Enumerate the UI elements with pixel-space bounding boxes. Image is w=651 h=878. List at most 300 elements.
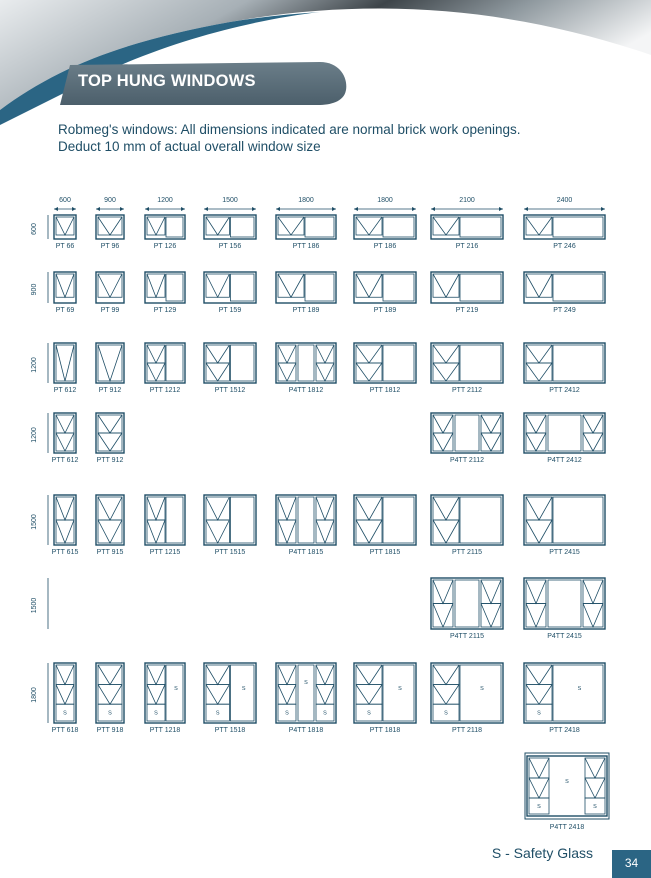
window-code-label: PTT 618: [51, 727, 79, 734]
window-code-label: PTT 186: [292, 243, 320, 250]
pane: [206, 665, 229, 685]
top-hung-opening-mark: [278, 345, 296, 363]
window-code-label: PTT 1215: [149, 549, 181, 556]
pane: [526, 274, 552, 297]
pane: [526, 415, 546, 433]
safety-glass-mark: S: [537, 804, 541, 810]
top-hung-opening-mark: [56, 685, 74, 705]
pane: [383, 217, 414, 237]
top-hung-opening-mark: [56, 345, 74, 381]
top-hung-opening-mark: [356, 274, 382, 297]
pane: [460, 274, 501, 301]
pane: [481, 604, 501, 628]
pane: [278, 520, 296, 543]
top-hung-opening-mark: [583, 580, 603, 604]
top-hung-opening-mark: [526, 345, 552, 363]
top-hung-opening-mark: [147, 363, 165, 381]
top-hung-opening-mark: [526, 604, 546, 628]
safety-glass-mark: S: [398, 686, 402, 692]
window-code-label: PT 156: [218, 243, 242, 250]
pane: [460, 497, 501, 543]
top-hung-opening-mark: [433, 580, 453, 604]
safety-glass-mark: S: [174, 686, 178, 692]
top-hung-opening-mark: [481, 604, 501, 628]
top-hung-opening-mark: [433, 685, 459, 705]
window-code-label: PT 912: [98, 387, 122, 394]
window-code-label: PT 219: [455, 307, 479, 314]
pane: [433, 345, 459, 363]
pane: [481, 415, 501, 433]
pane: [316, 363, 334, 381]
top-hung-opening-mark: [98, 433, 122, 451]
window-code-label: P4TT 1818: [288, 727, 324, 734]
pane: [583, 580, 603, 604]
pane: [147, 665, 165, 685]
pane: [230, 345, 254, 381]
window-code-label: PTT 2412: [549, 387, 580, 394]
window-code-label: PT 246: [553, 243, 576, 250]
height-label: 900: [31, 283, 38, 296]
top-hung-opening-mark: [433, 520, 459, 543]
window-frame: [431, 663, 503, 723]
window-code-label: PTT 2112: [451, 387, 483, 394]
top-hung-opening-mark: [433, 274, 459, 297]
pane: [383, 497, 414, 543]
top-hung-opening-mark: [526, 497, 552, 520]
window-code-label: PT 99: [100, 307, 120, 314]
top-hung-opening-mark: [98, 415, 122, 433]
top-hung-opening-mark: [356, 685, 382, 705]
pane: [305, 217, 334, 237]
height-label: 1500: [31, 514, 38, 530]
top-hung-opening-mark: [481, 433, 501, 451]
pane: [206, 345, 229, 363]
top-hung-opening-mark: [316, 520, 334, 543]
safety-glass-mark: S: [154, 710, 158, 717]
page-number: 34: [612, 850, 651, 878]
top-hung-opening-mark: [206, 274, 229, 297]
pane: [526, 217, 552, 235]
intro-line-1: Robmeg's windows: All dimensions indicated are normal brick work openings.: [58, 122, 521, 137]
pane: [147, 520, 165, 543]
window-frame: [96, 343, 124, 383]
pane: [206, 497, 229, 520]
pane: [526, 497, 552, 520]
top-hung-opening-mark: [98, 217, 122, 235]
pane: [553, 217, 603, 237]
top-hung-opening-mark: [278, 665, 296, 685]
pane: [166, 345, 183, 381]
pane: [526, 604, 546, 628]
window-code-label: PTT 612: [51, 457, 79, 464]
top-hung-opening-mark: [481, 415, 501, 433]
pane: [356, 345, 382, 363]
pane: [356, 685, 382, 705]
window-code-label: PT 186: [373, 243, 397, 250]
height-label: 1500: [31, 597, 38, 614]
window-code-label: PTT 189: [292, 307, 320, 314]
top-hung-opening-mark: [98, 685, 122, 705]
top-hung-opening-mark: [56, 415, 74, 433]
top-hung-opening-mark: [316, 345, 334, 363]
pane: [98, 685, 122, 705]
pane: [433, 685, 459, 705]
top-hung-opening-mark: [526, 665, 552, 685]
top-hung-opening-mark: [278, 274, 304, 297]
height-label: 1200: [31, 357, 38, 373]
pane: [548, 415, 581, 451]
pane: [356, 497, 382, 520]
top-hung-opening-mark: [278, 217, 304, 235]
top-hung-opening-mark: [278, 497, 296, 520]
pane: [585, 758, 605, 778]
pane: [460, 217, 501, 237]
top-hung-opening-mark: [278, 520, 296, 543]
intro-line-2: Deduct 10 mm of actual overall window size: [58, 139, 321, 154]
height-label: 1800: [31, 687, 38, 703]
window-code-label: PTT 1212: [149, 387, 181, 394]
pane: [166, 665, 183, 721]
pane: [583, 415, 603, 433]
pane: [98, 665, 122, 685]
top-hung-opening-mark: [529, 778, 549, 798]
pane: [433, 665, 459, 685]
top-hung-opening-mark: [278, 685, 296, 705]
top-hung-opening-mark: [206, 685, 229, 705]
pane: [481, 580, 501, 604]
pane: [553, 274, 603, 301]
top-hung-opening-mark: [356, 665, 382, 685]
height-label: 600: [31, 223, 38, 235]
window-code-label: PT 189: [373, 307, 397, 314]
safety-glass-mark: S: [285, 710, 289, 717]
window-code-label: PTT 918: [96, 727, 124, 734]
pane: [433, 580, 453, 604]
pane: [481, 433, 501, 451]
pane: [526, 363, 552, 381]
pane: [147, 685, 165, 705]
pane: [230, 497, 254, 543]
top-hung-opening-mark: [316, 497, 334, 520]
pane: [356, 363, 382, 381]
pane: [98, 274, 122, 297]
window-code-label: PTT 1818: [369, 727, 401, 734]
pane: [278, 274, 304, 297]
width-label: 2400: [556, 197, 573, 204]
window-code-label: PTT 2118: [451, 727, 483, 734]
safety-glass-mark: S: [480, 686, 484, 692]
top-hung-opening-mark: [526, 520, 552, 543]
pane: [298, 665, 314, 721]
pane: [529, 758, 549, 778]
pane: [147, 217, 165, 235]
pane: [526, 345, 552, 363]
top-hung-opening-mark: [433, 415, 453, 433]
top-hung-opening-mark: [206, 520, 229, 543]
top-hung-opening-mark: [433, 433, 453, 451]
pane: [147, 274, 165, 297]
pane: [316, 497, 334, 520]
window-code-label: PT 129: [153, 307, 177, 314]
window-frame: [524, 272, 605, 303]
pane: [98, 497, 122, 520]
top-hung-opening-mark: [147, 274, 165, 297]
window-code-label: PTT 615: [51, 549, 79, 556]
pane: [56, 433, 74, 451]
top-hung-opening-mark: [56, 433, 74, 451]
top-hung-opening-mark: [526, 363, 552, 381]
pane: [56, 497, 74, 520]
pane: [278, 497, 296, 520]
pane: [585, 778, 605, 798]
width-label: 1500: [222, 197, 238, 204]
safety-glass-mark: S: [367, 710, 371, 717]
top-hung-opening-mark: [56, 520, 74, 543]
safety-glass-mark: S: [241, 686, 246, 692]
pane: [553, 345, 603, 381]
pane: [230, 217, 254, 237]
pane: [56, 217, 74, 235]
pane: [460, 345, 501, 381]
top-hung-opening-mark: [206, 345, 229, 363]
pane: [433, 520, 459, 543]
pane: [383, 274, 414, 301]
pane: [526, 580, 546, 604]
top-hung-opening-mark: [56, 665, 74, 685]
safety-glass-mark: S: [108, 710, 112, 717]
pane: [206, 685, 229, 705]
pane: [356, 217, 382, 235]
window-code-label: PT 66: [55, 243, 75, 250]
top-hung-opening-mark: [526, 274, 552, 297]
pane: [166, 497, 183, 543]
pane: [455, 415, 479, 451]
pane: [433, 433, 453, 451]
pane: [278, 685, 296, 705]
pane: [56, 415, 74, 433]
top-hung-opening-mark: [585, 778, 605, 798]
window-frame: [431, 272, 503, 303]
top-hung-opening-mark: [583, 604, 603, 628]
pane: [433, 217, 459, 235]
safety-glass-mark: S: [323, 710, 327, 717]
window-code-label: PT 126: [153, 243, 177, 250]
top-hung-opening-mark: [583, 433, 603, 451]
pane: [98, 345, 122, 381]
pane: [526, 665, 552, 685]
pane: [206, 217, 229, 235]
height-label: 1200: [31, 427, 38, 443]
pane: [316, 685, 334, 705]
window-code-label: PTT 2115: [451, 549, 483, 556]
pane: [583, 433, 603, 451]
pane: [529, 778, 549, 798]
pane: [526, 520, 552, 543]
window-code-label: PT 69: [55, 307, 75, 314]
top-hung-opening-mark: [526, 580, 546, 604]
safety-glass-mark: S: [593, 804, 597, 810]
top-hung-opening-mark: [526, 433, 546, 451]
top-hung-opening-mark: [356, 217, 382, 235]
top-hung-opening-mark: [316, 685, 334, 705]
window-frame: [96, 272, 124, 303]
page-title: TOP HUNG WINDOWS: [78, 72, 256, 90]
pane: [98, 415, 122, 433]
pane: [206, 274, 229, 297]
top-hung-opening-mark: [206, 497, 229, 520]
pane: [147, 497, 165, 520]
pane: [433, 274, 459, 297]
top-hung-opening-mark: [98, 665, 122, 685]
top-hung-opening-mark: [356, 520, 382, 543]
top-hung-opening-mark: [481, 580, 501, 604]
pane: [278, 217, 304, 235]
pane: [147, 363, 165, 381]
pane: [98, 433, 122, 451]
pane: [298, 345, 314, 381]
pane: [278, 363, 296, 381]
window-code-label: PT 96: [100, 243, 120, 250]
width-label: 1800: [298, 197, 314, 204]
pane: [460, 665, 501, 721]
safety-glass-mark: S: [577, 686, 582, 692]
window-code-label: PTT 1518: [214, 727, 246, 734]
window-code-label: PTT 912: [96, 457, 124, 464]
top-hung-opening-mark: [433, 363, 459, 381]
top-hung-opening-mark: [526, 217, 552, 235]
window-code-label: P4TT 2418: [549, 824, 585, 831]
width-label: 600: [59, 197, 71, 204]
pane: [230, 274, 254, 301]
pane: [98, 217, 122, 235]
window-code-label: P4TT 1812: [288, 387, 324, 394]
pane: [433, 415, 453, 433]
top-hung-opening-mark: [433, 345, 459, 363]
safety-glass-legend: S - Safety Glass: [491, 845, 593, 861]
width-label: 900: [104, 197, 116, 204]
window-code-label: PTT 915: [96, 549, 124, 556]
pane: [316, 345, 334, 363]
pane: [166, 274, 183, 301]
top-hung-opening-mark: [56, 274, 74, 297]
top-hung-opening-mark: [433, 604, 453, 628]
safety-glass-mark: S: [215, 710, 220, 717]
pane: [298, 497, 314, 543]
pane: [278, 345, 296, 363]
pane: [206, 520, 229, 543]
pane: [356, 274, 382, 297]
top-hung-opening-mark: [98, 274, 122, 297]
pane: [548, 580, 581, 627]
top-hung-opening-mark: [98, 497, 122, 520]
pane: [56, 665, 74, 685]
pane: [98, 520, 122, 543]
top-hung-opening-mark: [356, 497, 382, 520]
top-hung-opening-mark: [585, 758, 605, 778]
top-hung-opening-mark: [56, 217, 74, 235]
pane: [455, 580, 479, 627]
pane: [553, 665, 603, 721]
top-hung-opening-mark: [206, 217, 229, 235]
pane: [305, 274, 334, 301]
pane: [147, 345, 165, 363]
top-hung-opening-mark: [316, 665, 334, 685]
window-code-label: P4TT 2112: [450, 457, 484, 464]
pane: [166, 217, 183, 237]
window-code-label: PTT 1812: [369, 387, 401, 394]
top-hung-opening-mark: [206, 665, 229, 685]
pane: [278, 665, 296, 685]
pane: [316, 665, 334, 685]
pane: [383, 665, 414, 721]
pane: [526, 433, 546, 451]
top-hung-opening-mark: [316, 363, 334, 381]
safety-glass-mark: S: [537, 710, 541, 717]
top-hung-opening-mark: [147, 497, 165, 520]
safety-glass-mark: S: [565, 779, 569, 785]
pane: [56, 274, 74, 297]
safety-glass-mark: S: [304, 680, 308, 686]
pane: [230, 665, 254, 721]
window-frame: [276, 272, 336, 303]
safety-glass-mark: S: [444, 710, 448, 717]
window-frame: [354, 663, 416, 723]
safety-glass-mark: S: [63, 710, 67, 717]
window-code-label: PT 249: [553, 307, 576, 314]
window-code-label: P4TT 2412: [547, 457, 582, 464]
top-hung-opening-mark: [526, 685, 552, 705]
pane: [526, 685, 552, 705]
pane: [356, 665, 382, 685]
top-hung-opening-mark: [98, 520, 122, 543]
window-code-label: PTT 1218: [149, 727, 181, 734]
top-hung-opening-mark: [356, 345, 382, 363]
window-code-label: PT 612: [53, 387, 77, 394]
top-hung-opening-mark: [56, 497, 74, 520]
top-hung-opening-mark: [98, 345, 122, 381]
top-hung-opening-mark: [356, 363, 382, 381]
window-code-label: P4TT 1815: [288, 549, 324, 556]
top-hung-opening-mark: [147, 685, 165, 705]
top-hung-opening-mark: [529, 758, 549, 778]
top-hung-opening-mark: [583, 415, 603, 433]
pane: [206, 363, 229, 381]
top-hung-opening-mark: [433, 217, 459, 235]
pane: [583, 604, 603, 628]
window-code-label: P4TT 2115: [450, 633, 484, 640]
top-hung-opening-mark: [526, 415, 546, 433]
window-frame: [524, 663, 605, 723]
top-hung-opening-mark: [147, 520, 165, 543]
top-hung-opening-mark: [278, 363, 296, 381]
top-hung-opening-mark: [147, 665, 165, 685]
top-hung-opening-mark: [433, 665, 459, 685]
pane: [383, 345, 414, 381]
top-hung-opening-mark: [433, 497, 459, 520]
pane: [316, 520, 334, 543]
pane: [56, 520, 74, 543]
window-code-label: PTT 2418: [549, 727, 580, 734]
pane: [433, 497, 459, 520]
pane: [433, 363, 459, 381]
top-hung-opening-mark: [147, 345, 165, 363]
width-label: 1200: [157, 197, 173, 204]
width-label: 1800: [377, 197, 393, 204]
pane: [56, 685, 74, 705]
window-code-label: P4TT 2415: [547, 633, 582, 640]
window-code-label: PTT 2415: [549, 549, 580, 556]
window-code-label: PTT 1815: [369, 549, 401, 556]
